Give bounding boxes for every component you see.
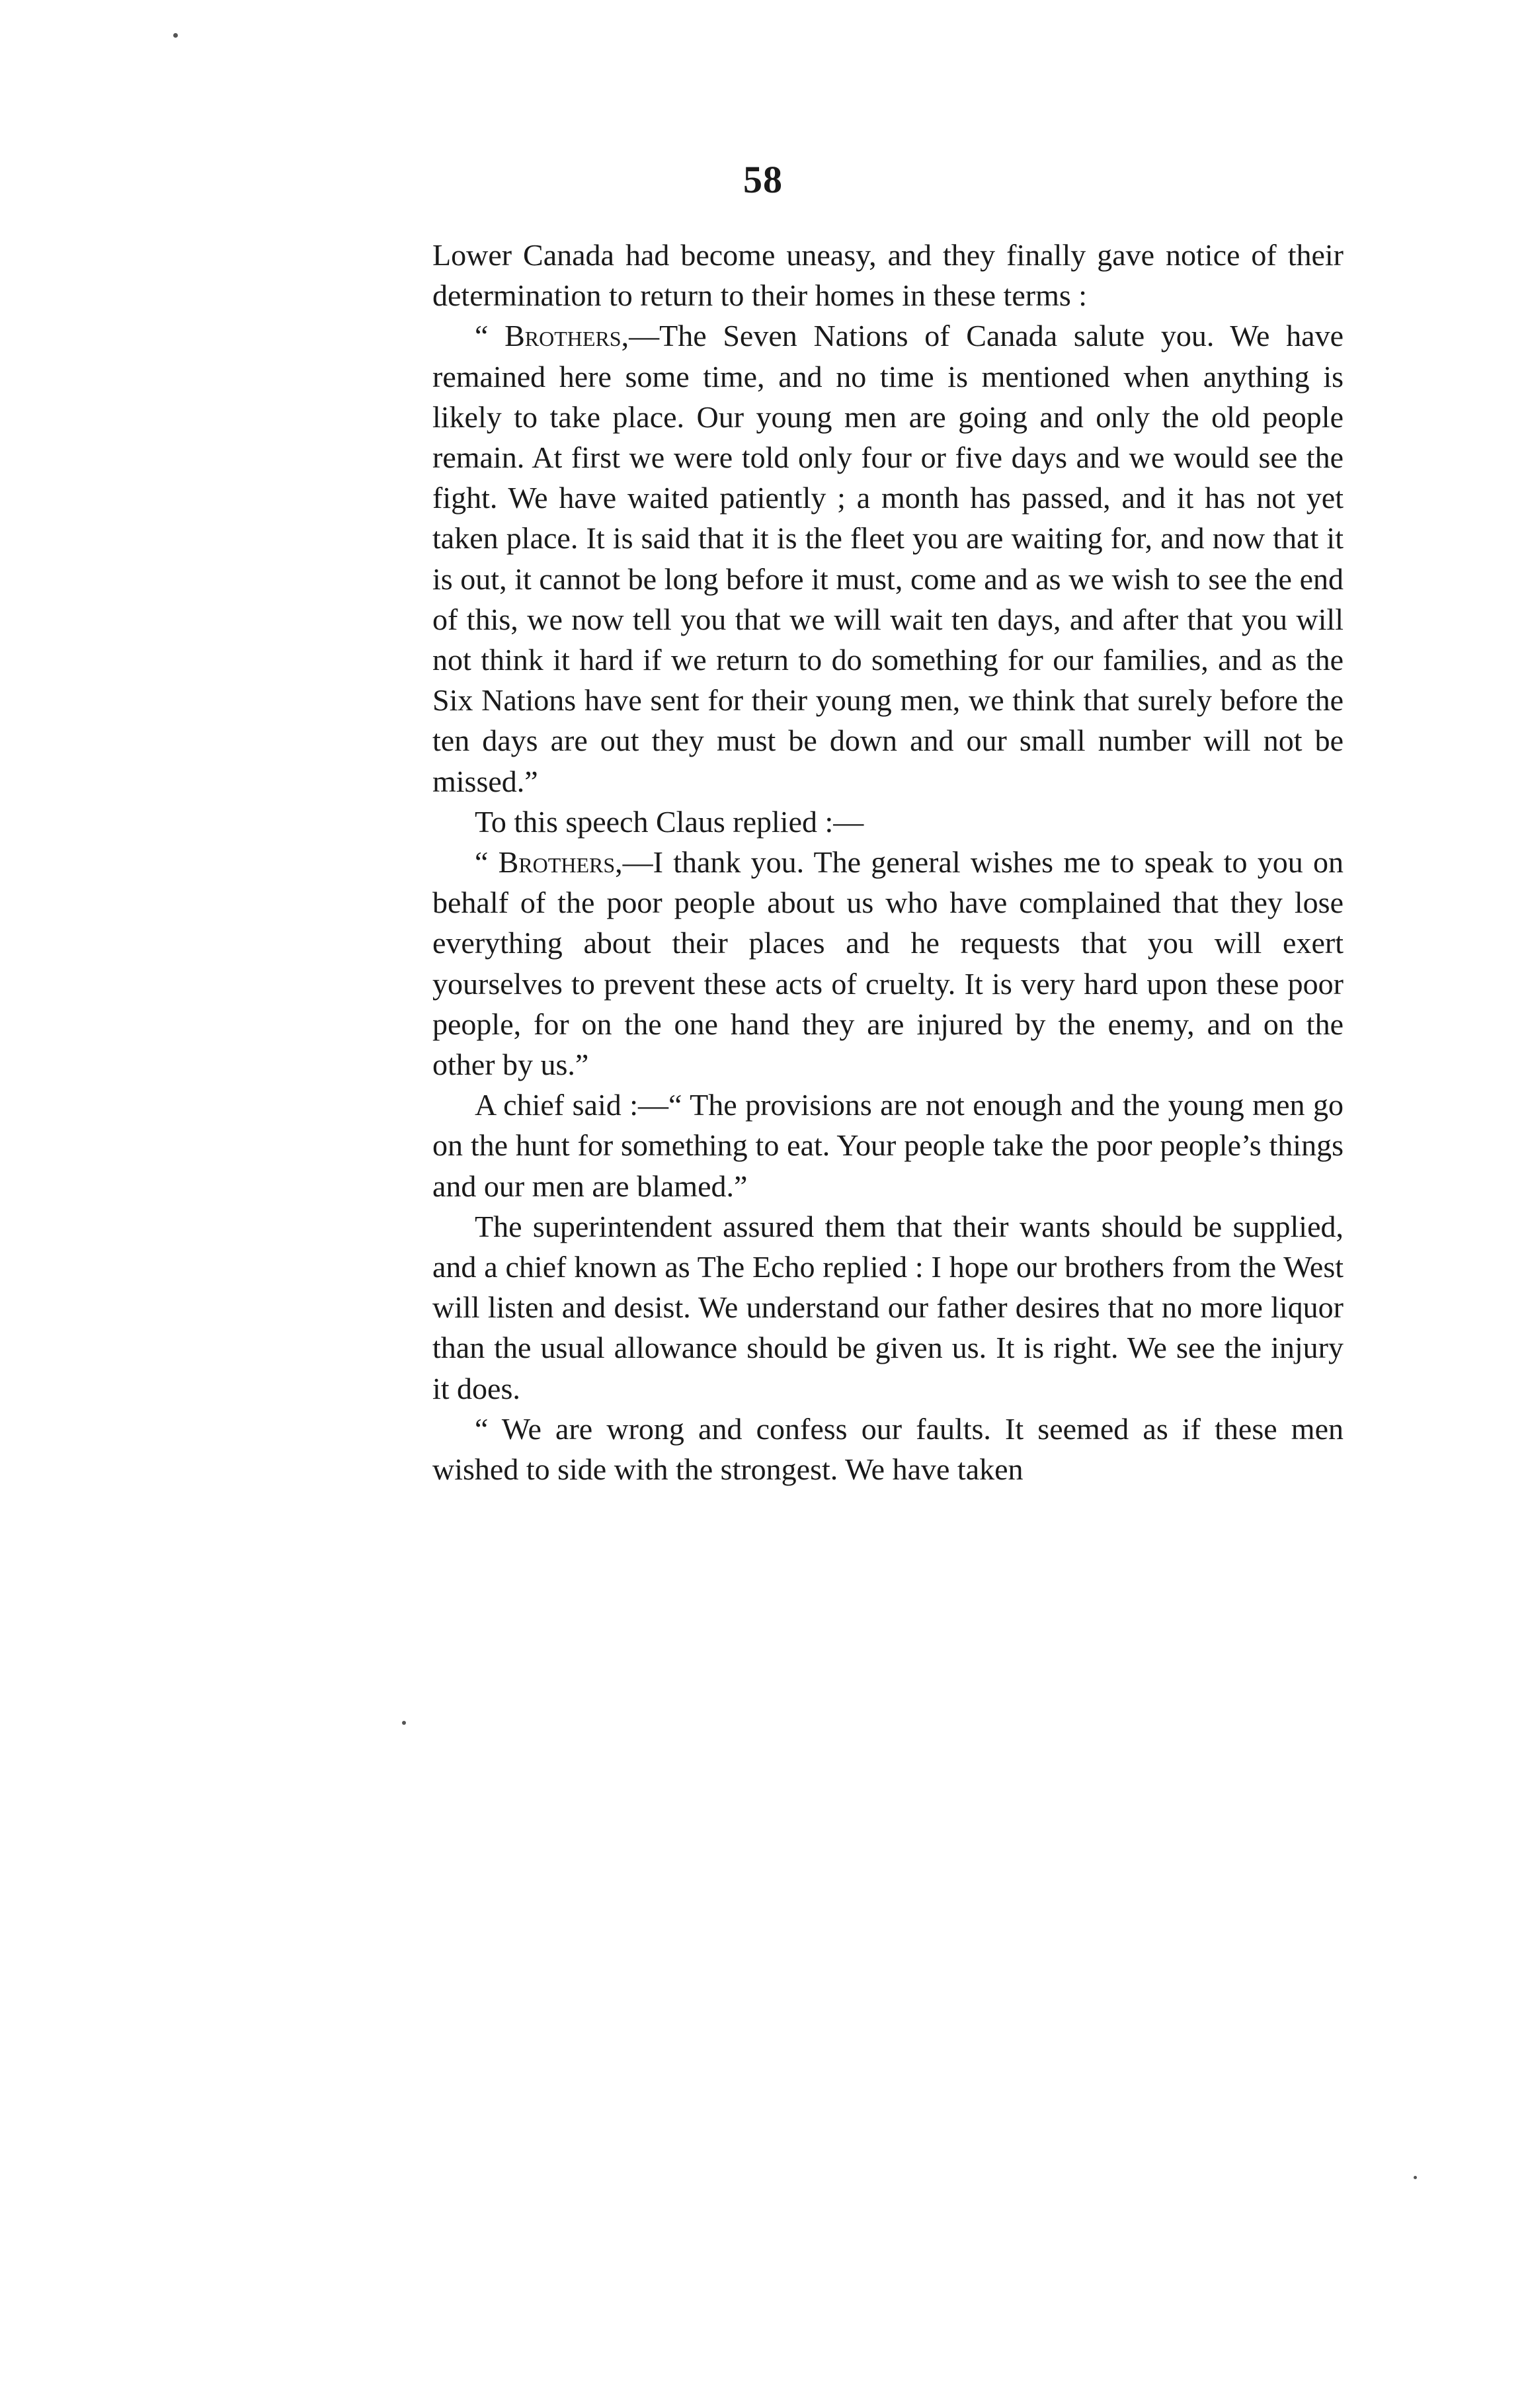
paragraph: [432, 842, 1344, 1085]
scan-speck: [402, 1721, 406, 1725]
paragraph-lead: “ Brothers,: [475, 845, 623, 880]
paragraph-text: “ We are wrong and confess our faults. It seemed as if these men wished to side with the strongest. We have taken: [432, 1411, 1344, 1487]
paragraph-text: Lower Canada had become uneasy, and they finally gave notice of their determination to return to their homes in these terms :: [432, 238, 1344, 313]
scan-speck: [1414, 2176, 1417, 2179]
page-number: 58: [743, 158, 783, 201]
paragraph: [432, 235, 1344, 315]
paragraph-text: —The Seven Nations of Canada salute you. We have remained here some time, and no time is mentioned when anything is likely to take place. Our young men are going and only the old people remain. At first we were told only four or five days and we would see the fight. We have waited patiently ; a month has passed, and it has not yet taken place. It is said that it is the fleet you are waiting for, and now that it is out, it cannot be long before it must, come and as we wish to see the end of this, we now tell you that we will wait ten days, and after that you will not think it hard if we return to do something for our families, and as the Six Nations have sent for their young men, we think that surely before the ten days are out they must be down and our small number will not be missed.”: [432, 319, 1344, 798]
paragraph: [432, 1085, 1344, 1206]
paragraph-text: A chief said :—“ The provisions are not enough and the young men go on the hunt for something to eat. Your people take the poor people’s things and our men are blamed.”: [432, 1088, 1344, 1203]
paragraph: [432, 1409, 1344, 1489]
paragraph-text: To this speech Claus replied :—: [475, 804, 864, 839]
paragraph: [432, 1206, 1344, 1409]
scan-speck: [173, 33, 178, 38]
paragraph: [432, 315, 1344, 801]
body-text: [432, 235, 1344, 1489]
paragraph-lead: “ Brothers,: [475, 319, 629, 353]
paragraph-text: The superintendent assured them that their wants should be supplied, and a chief known as The Echo replied : I hope our brothers from the West will listen and desist. We understand our father desires that no more liquor than the usual allowance should be given us. It is right. We see the injury it does.: [432, 1209, 1344, 1405]
paragraph: [432, 802, 1344, 842]
paragraph-text: —I thank you. The general wishes me to speak to you on behalf of the poor people about us who have complained that they lose everything about their places and he requests that you will exert yourselves to prevent these acts of cruelty. It is very hard upon these poor people, for on the one hand they are injured by the enemy, and on the other by us.”: [432, 845, 1344, 1082]
